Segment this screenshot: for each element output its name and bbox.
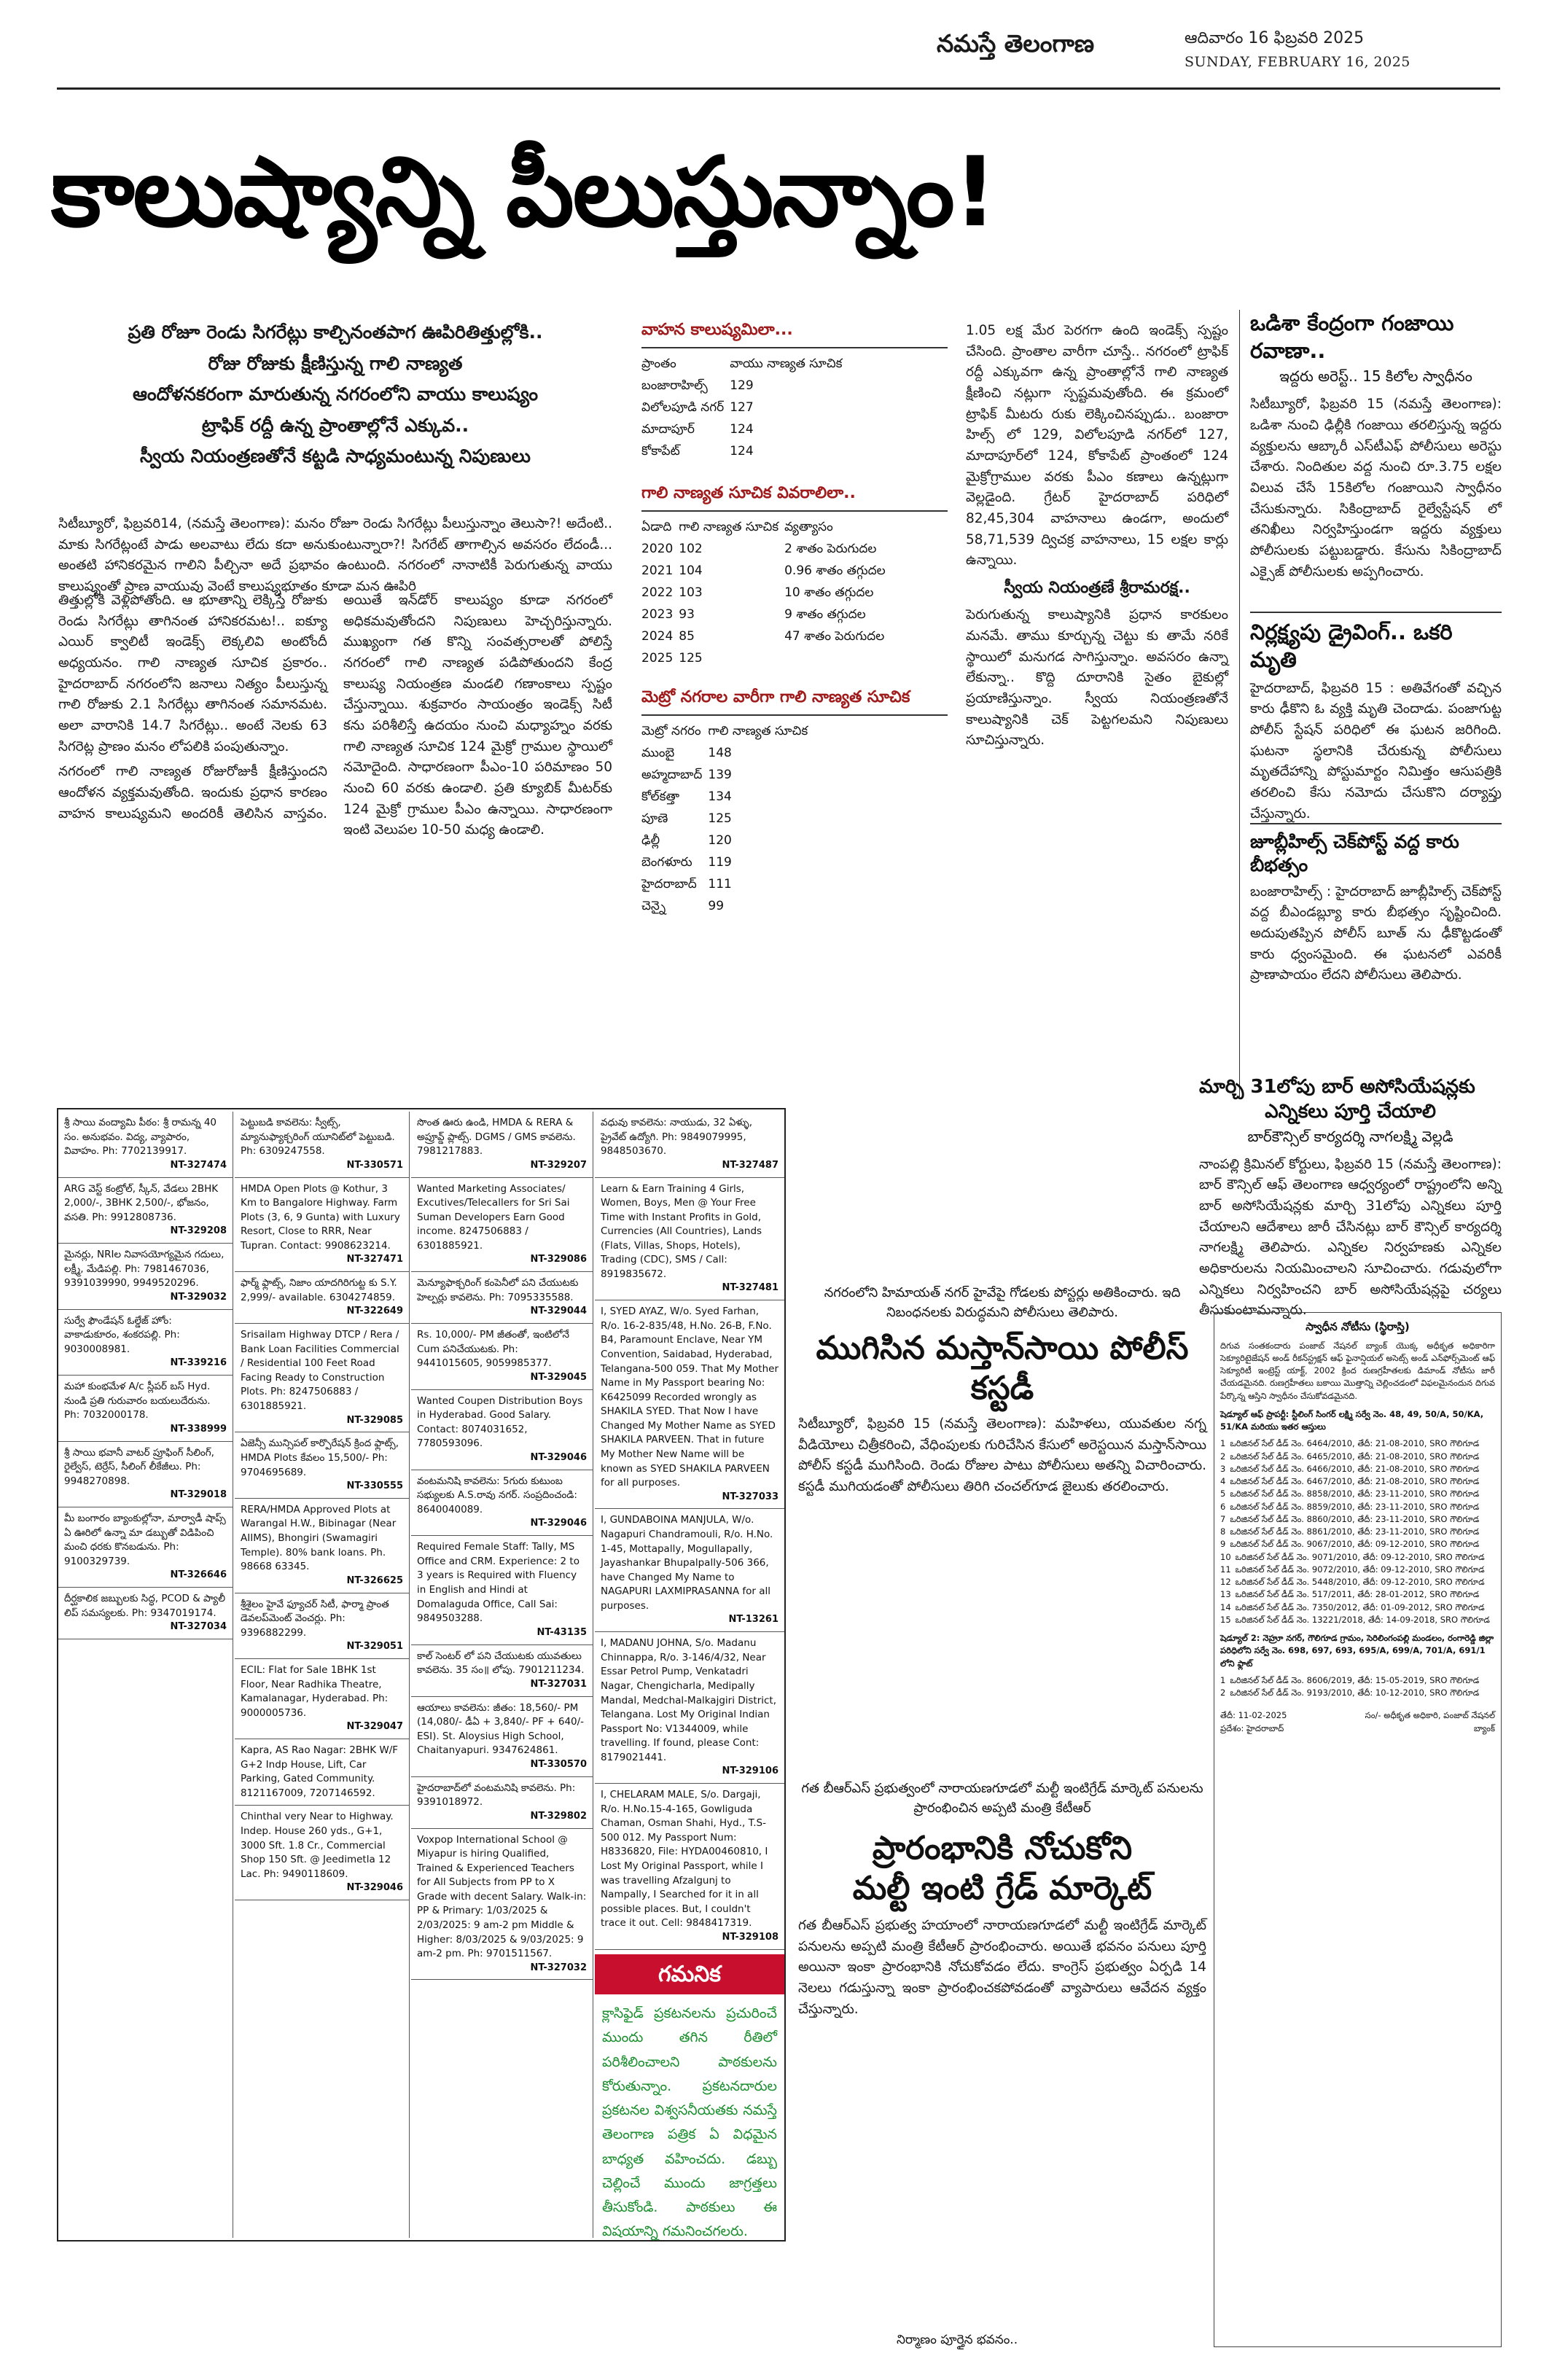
lead-col3-heading: స్వీయ నియంత్రణే శ్రీరామరక్ష.. [1004, 579, 1190, 598]
lead-deck-line-3: ఆందోళనకరంగా మారుతున్న నగరంలోని వాయు కాలుష్యం [132, 383, 539, 405]
table-cell: 129 [730, 378, 754, 393]
table-row [641, 787, 813, 809]
classified-ad [411, 1470, 593, 1537]
legal-row-text: ఒరిజినల్ సేల్ డీడ్ నెం. 9072/2010, తేదీ: 09-12-2010, SRO గౌలిగూడ [1235, 1564, 1485, 1575]
ad-code: NT-327474 [170, 1159, 227, 1171]
ad-code: NT-329208 [170, 1225, 227, 1237]
ad-text: Chinthal very Near to Highway. Indep. House 260 yds., G+1, 3000 Sft. 1.8 Cr., Commercial Shop 150 Sft. @ Jeedimetla 12 Lac. Ph: 9490118609. [241, 1811, 394, 1880]
classified-ad [235, 1499, 409, 1593]
legal-row-text: ఒరిజినల్ సేల్ డీడ్ నెం. 8861/2010, తేదీ: 23-11-2010, SRO గౌలిగూడ [1230, 1526, 1480, 1537]
classified-ad [595, 1784, 784, 1949]
metro-aqi-table [641, 722, 813, 918]
legal-row-num: 2 [1220, 1451, 1226, 1462]
table-cell: 134 [708, 789, 732, 804]
legal-row [1220, 1674, 1495, 1687]
main-headline: కాలుష్యాన్ని పీలుస్తున్నాం! [51, 136, 996, 249]
table-row [641, 875, 813, 897]
table-cell: 0.96 శాతం తగ్గుదల [784, 563, 886, 578]
story-rule [1250, 612, 1502, 613]
table-cell: మాదాపూర్ [641, 422, 695, 437]
ad-text: RERA/HMDA Approved Plots at Warangal H.W., Bibinagar (Near AIIMS), Bhongiri (Swamagiri Temple). 80% bank loans. Ph. 98668 63345. [241, 1503, 397, 1573]
lead-deck-line-4: ట్రాఫిక్ రద్దీ ఉన్న ప్రాంతాల్లోనే ఎక్కువ.. [201, 414, 469, 436]
legal-row-text: ఒరిజినల్ సేల్ డీడ్ నెం. 6467/2010, తేదీ: 21-08-2010, SRO గౌలిగూడ [1230, 1476, 1480, 1486]
table-header-cell: ఏడాది [641, 520, 672, 534]
table-row [641, 398, 848, 420]
table-cell: బెంగళూరు [641, 855, 692, 870]
legal-row-text: ఒరిజినల్ సేల్ డీడ్ నెం. 8606/2019, తేదీ: 15-05-2019, SRO గౌలిగూడ [1230, 1674, 1480, 1685]
legal-footer [1220, 1709, 1495, 1735]
legal-row [1220, 1588, 1495, 1601]
legal-row [1220, 1687, 1495, 1699]
lead-deck-line-1: ప్రతి రోజూ రెండు సిగరేట్లు కాల్చినంతపాగ ఊపిరితిత్తుల్లోకి.. [128, 321, 543, 343]
legal-row [1220, 1614, 1495, 1626]
market-kicker: గత బీఆర్‌ఎస్ ప్రభుత్వంలో నారాయణగూడలో మల్టీ ఇంటిగ్రేడ్ మార్కెట్ పనులను ప్రారంభించిన అప్పటి మంత్రి కేటీఆర్ [801, 1781, 1203, 1816]
legal-row-num: 9 [1220, 1539, 1226, 1550]
ad-text: Required Female Staff: Tally, MS Office and CRM. Experience: 2 to 3 years is Required with Fluency in English and Hindi at Domalaguda Office, Call Sai: 9849503288. [417, 1541, 580, 1625]
ad-code: NT-327487 [722, 1159, 778, 1171]
market-title-2: మల్టీ ఇంటి గ్రేడ్ మార్కెట్ [852, 1870, 1152, 1907]
table-cell: 2025 [641, 651, 674, 666]
ad-text: హైదరాబాద్‌లో వంటమనిషి కావలెను. Ph: 9391018972. [417, 1782, 576, 1809]
legal-row [1220, 1437, 1495, 1450]
table-cell: విలోలపూడి నగర్ [641, 400, 725, 415]
table-cell: 2 శాతం పెరుగుదల [784, 542, 877, 556]
legal-intro: దిగువ సంతకందారు పంజాబ్ నేషనల్ బ్యాంక్ యొక్క అధీకృత అధికారిగా సెక్యూరిటైజేషన్ అండ్ రీకన్‌స్ట్రక్షన్ ఆఫ్ ఫైనాన్షియల్ అసెట్స్ అండ్ ఎన్‌ఫోర్స్‌మెంట్ ఆఫ్ సెక్యూరిటీ ఇంట్రెస్ట్ యాక్ట్, 2002 క్రింద రుణగ్రహీతలకు డిమాండ్ నోటీసు జారీ చేయడమైనది. రుణగ్రహీతలు బకాయి మొత్తాన్ని చెల్లించడంలో విఫలమైనందున దిగువ పేర్కొన్న ఆస్తిని స్వాధీనం చేసుకోవడమైనది. [1220, 1340, 1495, 1401]
table-row [641, 853, 813, 875]
ad-code: NT-322649 [346, 1306, 403, 1317]
table-cell: హైదరాబాద్ [641, 877, 697, 891]
ad-code: NT-327031 [530, 1678, 587, 1690]
table-cell: 148 [708, 746, 732, 760]
stats-rule [641, 714, 948, 716]
market-story [798, 1779, 1206, 2172]
classifieds-col-1 [58, 1112, 233, 2238]
legal-row-text: ఒరిజినల్ సేల్ డీడ్ నెం. 6465/2010, తేదీ: 21-08-2010, SRO గౌలిగూడ [1230, 1451, 1480, 1462]
legal-heading: స్వాధీన నోటీసు (స్థిరాస్తి) [1306, 1320, 1410, 1333]
legal-row-num: 4 [1220, 1476, 1226, 1486]
stats-rule [641, 510, 948, 512]
classified-ad [235, 1593, 409, 1660]
table-cell: 139 [708, 768, 732, 782]
classified-ad [235, 1112, 409, 1178]
classified-ad [595, 1178, 784, 1301]
table-row [641, 744, 813, 765]
table-header-cell: ప్రాంతం [641, 356, 676, 371]
table-row [641, 561, 891, 583]
photo-caption: నిర్మాణం పూర్తైన భవనం.. [897, 2333, 1018, 2347]
legal-date-place [1220, 1709, 1287, 1735]
table-cell [784, 649, 891, 668]
ad-code: NT-329046 [530, 1518, 587, 1529]
table-header-row [641, 722, 813, 744]
legal-row [1220, 1463, 1495, 1475]
classified-ad [58, 1507, 233, 1588]
table-header-cell: మెట్రో నగరం [641, 724, 701, 738]
ad-code: NT-329207 [530, 1159, 587, 1171]
legal-row [1220, 1601, 1495, 1614]
ad-code: NT-338999 [170, 1423, 227, 1435]
ad-text: దీర్ఘకాలిక జబ్బులకు సిద్ధ, PCOD & ప్యాలీ లిప్ సమస్యలకు. Ph: 9347019174. [64, 1593, 226, 1619]
legal-row-text: ఒరిజినల్ సేల్ డీడ్ నెం. 517/2011, తేదీ: 28-01-2012, SRO గౌలిగూడ [1235, 1589, 1480, 1600]
bar-subtitle: బార్‌కౌన్సిల్ కార్యదర్శి నాగలక్ష్మి వెల్లడి [1247, 1127, 1453, 1145]
classified-ad [411, 1112, 593, 1178]
legal-row [1220, 1488, 1495, 1500]
ad-text: శ్రీ సాయి వంద్యామి పీఠం: శ్రీ రామన్న 40 సం. అనుభవం. విద్య, వ్యాపారం, వివాహం. Ph: 7702139917. [64, 1117, 217, 1158]
legal-row-text: ఒరిజినల్ సేల్ డీడ్ నెం. 6466/2010, తేదీ: 21-08-2010, SRO గౌలిగూడ [1230, 1463, 1480, 1474]
table-row [641, 649, 891, 668]
table-cell: 2021 [641, 563, 674, 578]
table-row [641, 376, 848, 398]
ad-text: పెట్టుబడి కావలెను: స్వీట్స్, మ్యానుఫ్యాక్చరింగ్ యూనిట్‌లో పెట్టుబడి. Ph: 6309247558. [241, 1117, 395, 1158]
table-header-cell: వాయు నాణ్యత సూచిక [730, 356, 843, 371]
table-cell: చెన్నై [641, 899, 666, 913]
classified-ad [58, 1244, 233, 1310]
date-english: SUNDAY, FEBRUARY 16, 2025 [1185, 54, 1410, 70]
classified-ad [411, 1324, 593, 1390]
ad-code: NT-329802 [530, 1810, 587, 1822]
ad-code: NT-329085 [346, 1414, 403, 1426]
table-cell: 120 [708, 833, 732, 848]
table-cell: 2024 [641, 629, 674, 644]
aqi-trend-table [641, 518, 891, 668]
classified-ad [235, 1272, 409, 1324]
table-cell: 47 శాతం పెరుగుదల [784, 629, 885, 644]
table-cell: 119 [708, 855, 732, 870]
bar-body: నాంపల్లి క్రిమినల్ కోర్టులు, ఫిబ్రవరి 15 (నమస్తే తెలంగాణ): బార్ కౌన్సిల్ ఆఫ్ తెలంగాణ ఆధ్వర్యంలో రాష్ట్రంలోని అన్ని బార్ అసోసియేషన్లకు మార్చి 31లోపు ఎన్నికలు పూర్తి చేయాలని ఆదేశాలు జారీ చేసినట్లు బార్ కౌన్సిల్ కార్యదర్శి నాగలక్ష్మి తెలిపారు. ఎన్నికల నిర్వహణకు ఎన్నికల అధికారులను నియమించాలని సూచించారు. గడువులోగా ఎన్నికలు నిర్వహించని బార్ అసోసియేషన్లపై చర్యలు తీసుకుంటామన్నారు. [1199, 1156, 1502, 1319]
ad-code: NT-327032 [530, 1962, 587, 1973]
legal-row [1220, 1451, 1495, 1463]
legal-row [1220, 1513, 1495, 1526]
legal-row [1220, 1576, 1495, 1588]
lead-col-3 [966, 321, 1228, 1064]
column-divider [1239, 310, 1240, 1097]
ad-text: ECIL: Flat for Sale 1BHK 1st Floor, Near Radhika Theatre, Kamalanagar, Hyderabad. Ph: 9000005736. [241, 1664, 389, 1719]
aqi-trend-title: గాలి నాణ్యత సూచిక వివరాలిలా.. [641, 484, 856, 502]
classified-ad [411, 1272, 593, 1324]
table-row [641, 765, 813, 787]
table-cell: పూణె [641, 811, 668, 826]
table-cell: 9 శాతం తగ్గుదల [784, 607, 866, 622]
legal-notice [1214, 1312, 1502, 2347]
classified-ad [58, 1442, 233, 1508]
ad-text: Srisailam Highway DTCP / Rera / Bank Loan Facilities Commercial / Residential 100 Feet Road Facing Ready to Construction Plots. Ph: 8247506883 / 6301885921. [241, 1329, 399, 1412]
legal-place: ప్రదేశం: హైదరాబాద్ [1220, 1722, 1284, 1733]
stats-rule [641, 347, 948, 348]
legal-row-text: ఒరిజినల్ సేల్ డీడ్ నెం. 9067/2010, తేదీ: 09-12-2010, SRO గౌలిగూడ [1230, 1539, 1480, 1550]
legal-row-text: ఒరిజినల్ సేల్ డీడ్ నెం. 8858/2010, తేదీ: 23-11-2010, SRO గౌలిగూడ [1230, 1489, 1480, 1499]
classified-ad [235, 1432, 409, 1499]
legal-row-text: ఒరిజినల్ సేల్ డీడ్ నెం. 8859/2010, తేదీ: 23-11-2010, SRO గౌలిగూడ [1230, 1501, 1480, 1512]
ad-text: ఏజెన్సీ మున్సిపల్ కార్పొరేషన్ క్రింద ఫ్లాట్స్, HMDA Plots కేవలం 15,500/- Ph: 9704695689. [241, 1437, 399, 1478]
legal-row-num: 3 [1220, 1463, 1226, 1474]
odisha-body: సిటీబ్యూరో, ఫిబ్రవరి 15 (నమస్తే తెలంగాణ): ఒడిశా నుంచి ఢిల్లీకి గంజాయి తరలిస్తున్న ఇద్దరు వ్యక్తులను ఆబ్కారీ ఎస్‌టీఎఫ్ పోలీసులు అరెస్టు చేశారు. నిందితుల వద్ద నుంచి రూ.3.75 లక్షల విలువ చేసే 15కిలోల గంజాయిని స్వాధీనం చేసుకున్నారు. సికింద్రాబాద్ రైల్వేస్టేషన్ లో తనిఖీలు నిర్వహిస్తుండగా ఇద్దరు వ్యక్తులు పోలీసులకు పట్టుబడ్డారు. కేసును సికింద్రాబాద్ ఎక్సైజ్ పోలీసులకు అప్పగించారు. [1250, 397, 1502, 580]
mastan-kicker: నగరంలోని హిమాయత్ నగర్ హైవేపై గోడలకు పోస్టర్లు అతికించారు. ఇది నిబంధనలకు విరుద్ధమని పోలీసులు తెలిపారు. [824, 1285, 1181, 1320]
classified-ad [58, 1112, 233, 1178]
table-cell: 103 [679, 585, 703, 600]
ad-text: మీ బంగారం బ్యాంకుల్లోనా, మార్వాడీ షాప్స్ ఏ ఊరిలో ఉన్నా మా డబ్బుతో విడిపించి మంచి ధరకు కొనబడును. Ph: 9100329739. [64, 1513, 226, 1567]
notice-banner: గమనిక [595, 1954, 784, 1995]
mastan-story [798, 1283, 1206, 1589]
legal-schedule-2: షెడ్యూల్ 2: నెహ్రూ నగర్, గౌలిగూడ గ్రామం, సెరిలింగంపల్లి మండలం, రంగారెడ్డి జిల్లా పరిధిలోని సర్వే నెం. 698, 697, 693, 695/A, 699/A, 701/A, 691/1 లోని ఫ్లాట్ [1220, 1633, 1494, 1669]
legal-row-text: ఒరిజినల్ సేల్ డీడ్ నెం. 9193/2010, తేదీ: 10-12-2010, SRO గౌలిగూడ [1230, 1688, 1480, 1698]
table-cell: 125 [708, 811, 732, 826]
ad-text: శ్రీశైలం హైవే ఫ్యూచర్ సిటీ, ఫార్మా ప్రాంత డెవలప్‌మెంట్ వెంచర్లు. Ph: 9396882299. [241, 1598, 389, 1639]
mastan-body: సిటీబ్యూరో, ఫిబ్రవరి 15 (నమస్తే తెలంగాణ): మహిళలు, యువతుల నగ్న వీడియోలు చిత్రీకరించి, వేధింపులకు గురిచేసిన కేసులో అరెస్టయిన మస్తాన్‌సాయి పోలీస్ కస్టడీ ముగిసింది. రెండు రోజుల పాటు పోలీసులు అతన్ని విచారించారు. కస్టడీ ముగియడంతో పోలీసులు తిరిగి చంచల్‌గూడ జైలుకు తరలించారు. [798, 1416, 1206, 1495]
ad-text: Wanted Coupen Distribution Boys in Hyderabad. Good Salary. Contact: 8074031652, 7780593096. [417, 1394, 583, 1450]
legal-row-num: 13 [1220, 1589, 1231, 1600]
classified-ad [235, 1739, 409, 1806]
legal-row-text: ఒరిజినల్ సేల్ డీడ్ నెం. 13221/2018, తేదీ: 14-09-2018, SRO గౌలిగూడ [1235, 1614, 1490, 1625]
classifieds-col-3 [411, 1112, 593, 2238]
table-cell: 111 [708, 877, 732, 891]
bar-title-1: మార్చి 31లోపు బార్ అసోసియేషన్లకు [1199, 1076, 1475, 1098]
ad-text: మైనర్లు, NRIల నివాసయోగ్యమైన గదులు, లక్ష్మీ, మేడిపల్లి. Ph: 7981467036, 9391039990, 9949520296. [64, 1249, 225, 1290]
ad-text: శ్రీ సాయి భవానీ వాటర్ ప్రూఫింగ్ సీలింగ్, రైల్వేస్, టెర్రేస్, సీలింగ్ లీకేజీలు. Ph: 9948270898. [64, 1446, 214, 1487]
classifieds-col-2 [235, 1112, 410, 2238]
lead-col3-para-2: పెరుగుతున్న కాలుష్యానికి ప్రధాన కారకులం మనమే. తాము కూర్చున్న చెట్టు కు తామే నరికే స్థాయిలో మనుగడ సాగిస్తున్నాం. అవసరం ఉన్నా లేకున్నా.. కొద్ది దూరానికి సైతం బైకుల్లో ప్రయాణిస్తున్నాం. స్వీయ నియంత్రణతోనే కాలుష్యానికి చెక్ పెట్టగలమని నిపుణులు సూచిస్తున్నారు. [966, 607, 1228, 749]
legal-row [1220, 1501, 1495, 1513]
ad-text: సుర్వే ఫౌండేషన్ ఓల్డేజ్ హోం: వాకాడుకూరం, శంకరపల్లి. Ph: 9030008981. [64, 1314, 180, 1355]
ad-text: ఆయాలు కావలెను: జీతం: 18,560/- PM (14,080/- డీఏ + 3,840/- PF + 640/- ESI). St. Aloysius High School, Chaitanyapuri. 9347624861. [417, 1701, 585, 1757]
stats-panel [641, 321, 948, 1064]
classified-ad [235, 1659, 409, 1739]
ad-text: I, MADANU JOHNA, S/o. Madanu Chinnappa, R/o. 3-146/4/32, Near Essar Petrol Pump, Venkatadri Nagar, Chengicharla, Medipally Mandal, Medchal-Malkajgiri District, Telangana. Lost My Original Indian Passport No: V1344009, while travelling. If found, please Cont: 8179021441. [601, 1637, 777, 1763]
ad-code: NT-327034 [170, 1621, 227, 1633]
classified-ad [595, 1509, 784, 1632]
table-row [641, 897, 813, 918]
ad-text: వంటమనిషి కావలెను: 5గురు కుటుంబ సభ్యులకు A.S.రావు నగర్. సంప్రదించండి: 8640040089. [417, 1475, 577, 1515]
ad-code: NT-330571 [346, 1159, 403, 1171]
driving-title: నిర్లక్ష్యపు డ్రైవింగ్.. ఒకరి మృతి [1250, 620, 1453, 673]
legal-row-text: ఒరిజినల్ సేల్ డీడ్ నెం. 6464/2010, తేదీ: 21-08-2010, SRO గౌలిగూడ [1230, 1438, 1480, 1449]
table-row [641, 539, 891, 561]
table-header-cell: గాలి నాణ్యత సూచిక [679, 520, 779, 534]
notice-text: క్లాసిఫైడ్ ప్రకటనలను ప్రచురించే ముందు తగిన రీతిలో పరిశీలించాలని పాఠకులను కోరుతున్నాం. ప్రకటనదారుల ప్రకటనల విశ్వసనీయతకు నమస్తే తెలంగాణ పత్రిక ఏ విధమైన బాధ్యత వహించదు. డబ్బు చెల్లించే ముందు జాగ్రత్తలు తీసుకోండి. పాఠకులు ఈ విషయాన్ని గమనించగలరు. [602, 2005, 777, 2240]
table-row [641, 605, 891, 627]
table-cell: 102 [679, 542, 703, 556]
ad-code: NT-326646 [170, 1569, 227, 1581]
table-cell: 85 [679, 629, 695, 644]
classified-ad [411, 1390, 593, 1470]
ad-code: NT-339216 [170, 1357, 227, 1369]
ad-code: NT-327033 [722, 1491, 778, 1502]
table-cell: 124 [730, 444, 754, 459]
table-row [641, 583, 891, 605]
lead-para-1: సిటీబ్యూరో, ఫిబ్రవరి14, (నమస్తే తెలంగాణ): మనం రోజూ రెండు సిగరేట్లు పీలుస్తున్నాం తెలుసా?! అదేంటి.. మాకు సిగరేట్లంటే పాడు అలవాటు లేదు కదా అనుకుంటున్నారా?! సిగరేట్ తాగాల్సిన అవసరం లేదండీ... అంతటి హానికరమైన గాలిని పీల్చినా అదే ప్రభావం ఉంటుంది. నగరంలో నానాటికీ పెరుగుతున్న వాయు కాలుష్యంతో ప్రాణ వాయువు వెంటే కాలుష్యభూతం కూడా మన ఊపిరి [58, 516, 612, 595]
legal-row-text: ఒరిజినల్ సేల్ డీడ్ నెం. 9071/2010, తేదీ: 09-12-2010, SRO గౌలిగూడ [1235, 1551, 1485, 1562]
ad-text: కాల్ సెంటర్ లో పని చేయుటకు యువతులు కావలెను. 35 సం॥ లోపు. 7901211234. [417, 1650, 585, 1677]
classifieds-col-4 [595, 1112, 784, 2238]
table-cell: 127 [730, 400, 754, 415]
ad-code: NT-329046 [530, 1451, 587, 1463]
mastan-title: ముగిసిన మస్తాన్‌సాయి పోలీస్ కస్టడీ [816, 1330, 1189, 1407]
legal-row [1220, 1564, 1495, 1576]
classified-ad [411, 1645, 593, 1697]
legal-row-num: 1 [1220, 1438, 1226, 1449]
ad-text: Rs. 10,000/- PM జీతంతో, ఇంటిలోనే Cum పనిచేయుటకు. Ph: 9441015605, 9059985377. [417, 1329, 569, 1370]
bar-title-2: ఎన్నికలు పూర్తి చేయాలి [1265, 1100, 1436, 1123]
lead-col3-para-1: 1.05 లక్ష మేర పెరగగా ఉంది ఇండెక్స్ స్పష్టం చేసింది. ప్రాంతాల వారీగా చూస్తే.. నగరంలో ట్రాఫిక్ రద్దీ ఎక్కువగా ఉన్న ప్రాంతాల్లోనే గాలి నాణ్యత క్షీణించి నట్లుగా స్పష్టమవుతోంది. ఈ క్రమంలో ట్రాఫిక్ మీటరు రుకు లెక్కించినప్పుడు.. బంజారా హిల్స్ లో 129, విలోలపూడి నగర్‌లో 127, మాదాపూర్‌లో 124, కోకాపేట్ ప్రాంతంలో 124 మైక్రోగ్రాముల వరకు పీఎం కణాలు ఉన్నట్లుగా వెల్లడైంది. గ్రేటర్ హైదరాబాద్ పరిధిలో 82,45,304 వాహనాలు ఉండగా, అందులో 58,71,539 ద్విచక్ర వాహనాలు, 15 లక్షల కార్లు ఉన్నాయి. [966, 323, 1228, 569]
classified-ad [411, 1829, 593, 1981]
ad-text: Wanted Marketing Associates/ Excutives/Telecallers for Sri Sai Suman Developers Earn Good income. 8247506883 / 6301885921. [417, 1182, 570, 1252]
lead-deck-line-2: రోజు రోజుకు క్షీణిస్తున్న గాలి నాణ్యత [208, 352, 463, 374]
classified-ad [235, 1178, 409, 1273]
ad-code: NT-329106 [722, 1766, 778, 1777]
classified-ad [595, 1112, 784, 1178]
ad-text: సొంత ఊరు ఉండి, HMDA & RERA & అప్రూవ్డ్ ప్లాట్స్. DGMS / GMS కావలెను. 7981217883. [417, 1117, 576, 1158]
table-cell: 125 [679, 651, 703, 666]
table-row [641, 442, 848, 464]
ad-code: NT-329047 [346, 1721, 403, 1733]
ad-text: I, CHELARAM MALE, S/o. Dargaji, R/o. H.No.15-4-165, Gowliguda Chaman, Osman Shahi, Hyd., T.S-500 012. My Passport Num: H8336820, File: HYDA00460810, I Lost My Original Passport, while I was travelling Afzalgunj to Nampally, I Searched for it in all possible places. But, I couldn't trace it out. Cell: 9848417319. [601, 1789, 768, 1930]
classified-ad [411, 1536, 593, 1644]
legal-row-num: 2 [1220, 1688, 1226, 1698]
ad-code: NT-327471 [346, 1254, 403, 1265]
vehicle-pollution-title: వాహన కాలుష్యమిలా... [641, 321, 793, 339]
table-cell: ముంబై [641, 746, 675, 760]
legal-row [1220, 1538, 1495, 1550]
ad-text: వధువు కావలెను: నాయుడు, 32 ఏళ్ళు, ప్రైవేట్ ఉద్యోగి. Ph: 9849079995, 9848503670. [601, 1117, 752, 1158]
classified-ad [411, 1777, 593, 1829]
legal-row-num: 15 [1220, 1614, 1231, 1625]
classified-ad [58, 1588, 233, 1639]
legal-row-num: 10 [1220, 1551, 1231, 1562]
jubilee-body: బంజారాహిల్స్ : హైదరాబాద్ జూబ్లీహిల్స్ చెక్‌పోస్ట్ వద్ద బీఎండబ్ల్యూ కారు బీభత్సం సృష్టించింది. అదుపుతప్పిన పోలీస్ బూత్ ను ఢీకొట్టడంతో కారు ధ్వంసమైంది. ఈ ఘటనలో ఎవరికీ ప్రాణాపాయం లేదని పోలీసులు తెలిపారు. [1250, 883, 1502, 983]
table-cell: 2022 [641, 585, 674, 600]
ad-code: NT-329108 [722, 1931, 778, 1943]
table-cell: 124 [730, 422, 754, 437]
lead-deck-line-5: స్వీయ నియంత్రణతోనే కట్టడి సాధ్యమంటున్న నిపుణులు [140, 445, 531, 467]
legal-row-num: 12 [1220, 1577, 1231, 1587]
legal-row [1220, 1551, 1495, 1564]
classified-ad [58, 1310, 233, 1376]
ad-code: NT-330555 [346, 1480, 403, 1492]
legal-row-text: ఒరిజినల్ సేల్ డీడ్ నెం. 7350/2012, తేదీ: 01-09-2012, SRO గౌలిగూడ [1235, 1601, 1485, 1612]
ad-text: Voxpop International School @ Miyapur is hiring Qualified, Trained & Experienced Teachers for All Subjects from PP to X Grade with decent Salary. Walk-in: PP & Primary: 1/03/2025 & 2/03/2025: 9 am-2 pm Middle & Higher: 8/03/2025 & 9/03/2025: 9 am-2 pm. Ph: 9701511567. [417, 1833, 587, 1960]
table-cell: అహ్మదాబాద్ [641, 768, 703, 782]
classified-ad [58, 1376, 233, 1442]
ad-code: NT-329044 [530, 1306, 587, 1317]
ad-code: NT-329018 [170, 1489, 227, 1501]
ad-code: NT-43135 [536, 1626, 587, 1638]
table-row [641, 627, 891, 649]
lead-para-2: తిత్తుల్లోకి వెళ్లిపోతోంది. ఆ భూతాన్ని లెక్కిస్తే రోజుకు రెండు సిగరేట్లు తాగినంత హానికరమట!.. ఐక్యూ ఎయిర్ క్వాలిటీ ఇండెక్స్ లెక్కలివి అంటోందీ అధ్యయనం. గాలి నాణ్యత సూచిక ప్రకారం.. హైదరాబాద్ నగరంలోని జనాలు నిత్యం పీలుస్తున్న గాలి రోజుకు 2.1 సిగరేట్లు తాగినంత సమానమట. అలా వారానికి 14.7 సిగరేట్లు.. అంటే నెలకు 63 సిగరెట్ల ప్రాణం మనం లోపలికి పంపుతున్నాం. [58, 593, 327, 754]
table-header-row [641, 518, 891, 539]
ad-code: NT-329045 [530, 1371, 587, 1383]
ad-text: I, SYED AYAZ, W/o. Syed Farhan, R/o. 16-2-835/48, H.No. 26-B, F.No. B4, Paramount Enclave, Near YM Convention, Saidabad, Hyderabad, Telangana-500 059. That My Mother Name in My Passport bearing No: K6425099 Recorded wrongly as SHAKILA SYED. That Now I have Changed My Mother Name as SYED SHAKILA PARVEEN. That in future My Mother New Name will be known as SYED SHAKILA PARVEEN for all purposes. [601, 1306, 778, 1489]
ad-text: I, GUNDABOINA MANJULA, W/o. Nagapuri Chandramouli, R/o. H.No. 1-45, Mottapally, Mogullapally, Jayashankar Bhupalpally-506 366, have Changed My Name to NAGAPURI LAXMIPRASANNA for all purposes. [601, 1514, 773, 1612]
date-telugu: ఆదివారం 16 ఫిబ్రవరి 2025 [1185, 29, 1365, 47]
legal-row-num: 8 [1220, 1526, 1226, 1537]
lead-para-3: నగరంలో గాలి నాణ్యత రోజురోజుకీ క్షీణిస్తుందని ఆందోళన వ్యక్తమవుతోంది. ఇందుకు ప్రధాన కారణం వాహన కాలుష్యమని అందరికీ తెలిసిన వాస్తవం. అయితే ఇన్‌డోర్ కాలుష్యం కూడా నగరంలో అధికమవుతోందని నిపుణులు హెచ్చరిస్తున్నారు. ముఖ్యంగా గత కొన్ని సంవత్సరాలతో పోలిస్తే నగరంలో గాలి నాణ్యత పడిపోతుందని కేంద్ర కాలుష్య నియంత్రణ మండలి గణాంకాలు స్పష్టం చేస్తున్నాయి. శుక్రవారం సాయంత్రం ఇండెక్స్ సిటీ కను పరిశీలిస్తే ఉదయం నుంచి మధ్యాహ్నం వరకు గాలి నాణ్యత సూచిక 124 మైక్రో గ్రాముల స్థాయిలో నమోదైంది. సాధారణంగా పీఎం-10 పరిమాణం 50 నుంచి 60 వరకు ఉండాలి. ప్రతి క్యూబిక్ మీటర్‌కు 124 మైక్రో గ్రాముల పీఎం ఉన్నాయి. సాధారణంగా ఇంటి వెలుపల 10-50 మధ్య ఉండాలి. [58, 593, 612, 838]
table-cell: బంజారాహిల్స్ [641, 378, 708, 393]
table-cell: కోల్‌కత్తా [641, 789, 680, 804]
vehicle-pollution-table [641, 354, 848, 464]
table-cell: 10 శాతం తగ్గుదల [784, 585, 874, 600]
classified-ad [411, 1178, 593, 1273]
table-row [641, 831, 813, 853]
masthead-name: నమస్తే తెలంగాణ [937, 29, 1095, 58]
legal-row-num: 7 [1220, 1513, 1226, 1524]
ad-text: Kapra, AS Rao Nagar: 2BHK W/F G+2 Indp House, Lift, Car Parking, Gated Community. 8121167009, 7207146592. [241, 1744, 399, 1799]
odisha-subtitle: ఇద్దరు అరెస్ట్.. 15 కిలోల స్వాధీనం [1279, 367, 1472, 386]
lead-body [58, 590, 612, 1064]
driving-body: హైదరాబాద్, ఫిబ్రవరి 15 : అతివేగంతో వచ్చిన కారు ఢీకొని ఓ వ్యక్తి మృతి చెందాడు. పంజాగుట్ట పోలీస్ స్టేషన్ పరిధిలో ఈ ఘటన జరిగింది. ఘటనా స్థలానికి చేరుకున్న పోలీసులు మృతదేహాన్ని పోస్టుమార్టం నిమిత్తం ఆసుపత్రికి తరలించి కేసు నమోదు చేసుకొని దర్యాప్తు చేస్తున్నారు. [1250, 680, 1502, 822]
ad-code: NT-327481 [722, 1282, 778, 1294]
legal-row-text: ఒరిజినల్ సేల్ డీడ్ నెం. 8860/2010, తేదీ: 23-11-2010, SRO గౌలిగూడ [1230, 1513, 1480, 1524]
ad-code: NT-329032 [170, 1291, 227, 1303]
legal-row-num: 11 [1220, 1564, 1231, 1575]
table-header-cell: వ్యత్యాసం [784, 520, 833, 534]
ad-code: NT-329046 [346, 1882, 403, 1894]
legal-schedule-title: షెడ్యూల్ ఆఫ్ ప్రాపర్టీ: స్టీలింగ్ సింగర్ లక్ష్మి సర్వే నెం. 48, 49, 50/A, 50/KA, 51/KA మరియు ఇతర ఆస్తులు [1220, 1408, 1484, 1432]
ad-text: ఫార్మ్ ఫ్లాట్స్, నిజాం యాదగిరిగుట్ట కు S.Y. 2,999/- available. 6304274859. [241, 1277, 397, 1303]
classified-ad [595, 1300, 784, 1509]
ad-text: మహా కుంభమేళ A/c స్లీపర్ బస్ Hyd. నుండి ప్రతి గురువారం బయలుదేరును. Ph: 7032000178. [64, 1381, 211, 1421]
market-title-1: ప్రారంభానికి నోచుకోని [872, 1830, 1133, 1867]
ad-code: NT-326625 [346, 1575, 403, 1586]
legal-row [1220, 1475, 1495, 1488]
table-row [641, 809, 813, 831]
jubilee-title: జూబ్లీహిల్స్ చెక్‌పోస్ట్ వద్ద కారు బీభత్సం [1250, 830, 1459, 876]
table-cell: 2020 [641, 542, 674, 556]
odisha-title: ఒడిశా కేంద్రంగా గంజాయి రవాణా.. [1250, 311, 1454, 363]
metro-aqi-title: మెట్రో నగరాల వారీగా గాలి నాణ్యత సూచిక [641, 688, 910, 706]
table-cell: కోకాపేట్ [641, 444, 680, 459]
legal-row-num: 14 [1220, 1601, 1231, 1612]
ad-code: NT-329086 [530, 1254, 587, 1265]
table-cell: 2023 [641, 607, 674, 622]
bar-story [1199, 1075, 1502, 1319]
ad-text: మెన్యూఫాక్చరింగ్ కంపెనీలో పని చేయుటకు హెల్పర్లు కావలెను. Ph: 7095335588. [417, 1277, 579, 1303]
ad-code: NT-329051 [346, 1641, 403, 1653]
market-body: గత బీఆర్‌ఎస్ ప్రభుత్వ హయాంలో నారాయణగూడలో మల్టీ ఇంటిగ్రేడ్ మార్కెట్ పనులను అప్పటి మంత్రి కేటీఆర్ ప్రారంభించారు. అయితే భవనం పనులు పూర్తి అయినా ఇంకా ప్రారంభానికి నోచుకోవడం లేదు. కాంగ్రెస్ ప్రభుత్వం ఏర్పడి 14 నెలలు గడుస్తున్నా ఇంకా ప్రారంభించకపోవడంతో వ్యాపారులు ఆవేదన వ్యక్తం చేస్తున్నారు. [798, 1918, 1206, 2017]
legal-row-num: 6 [1220, 1501, 1226, 1512]
legal-signature: సం/- అధీకృత అధికారి, పంజాబ్ నేషనల్ బ్యాంక్ [1365, 1710, 1495, 1733]
classified-ad [595, 1632, 784, 1784]
table-cell: 99 [708, 899, 725, 913]
classified-ad [411, 1697, 593, 1777]
right-column [1250, 310, 1502, 1148]
classified-ad [235, 1324, 409, 1432]
legal-row-num: 1 [1220, 1674, 1226, 1685]
legal-row-num: 5 [1220, 1489, 1226, 1499]
table-cell: ఢిల్లీ [641, 833, 660, 848]
classified-ad [58, 1178, 233, 1244]
legal-row [1220, 1526, 1495, 1538]
ad-code: NT-13261 [728, 1614, 778, 1626]
table-cell: 104 [679, 563, 703, 578]
ad-text: HMDA Open Plots @ Kothur, 3 Km to Bangalore Highway. Farm Plots (3, 6, 9 Gunta) with Luxury Resort, Close to RRR, Near Tupran. Contact: 9908623214. [241, 1182, 400, 1252]
table-header-row [641, 354, 848, 376]
ad-text: ARG వెస్ట్ కంట్రోల్, స్కీన్, వేడలు 2BHK 2,000/-, 3BHK 2,500/-, భోజనం, వసతి. Ph: 9912808736. [64, 1182, 219, 1223]
ad-code: NT-330570 [530, 1758, 587, 1770]
classified-ad [235, 1806, 409, 1900]
ad-text: Learn & Earn Training 4 Girls, Women, Boys, Men @ Your Free Time with Instant Profits in Gold, Currencies (All Countries), Lands (Flats, Villas, Shops, Hotels), Trading (CDC), SMS / Call: 8919835672. [601, 1182, 762, 1280]
table-cell: 93 [679, 607, 695, 622]
legal-date: తేదీ: 11-02-2025 [1220, 1710, 1287, 1721]
legal-row-text: ఒరిజినల్ సేల్ డీడ్ నెం. 5448/2010, తేదీ: 09-12-2010, SRO గౌలిగూడ [1235, 1577, 1485, 1587]
masthead-rule [57, 87, 1500, 90]
table-row [641, 420, 848, 442]
table-header-cell: గాలి నాణ్యత సూచిక [708, 724, 808, 738]
